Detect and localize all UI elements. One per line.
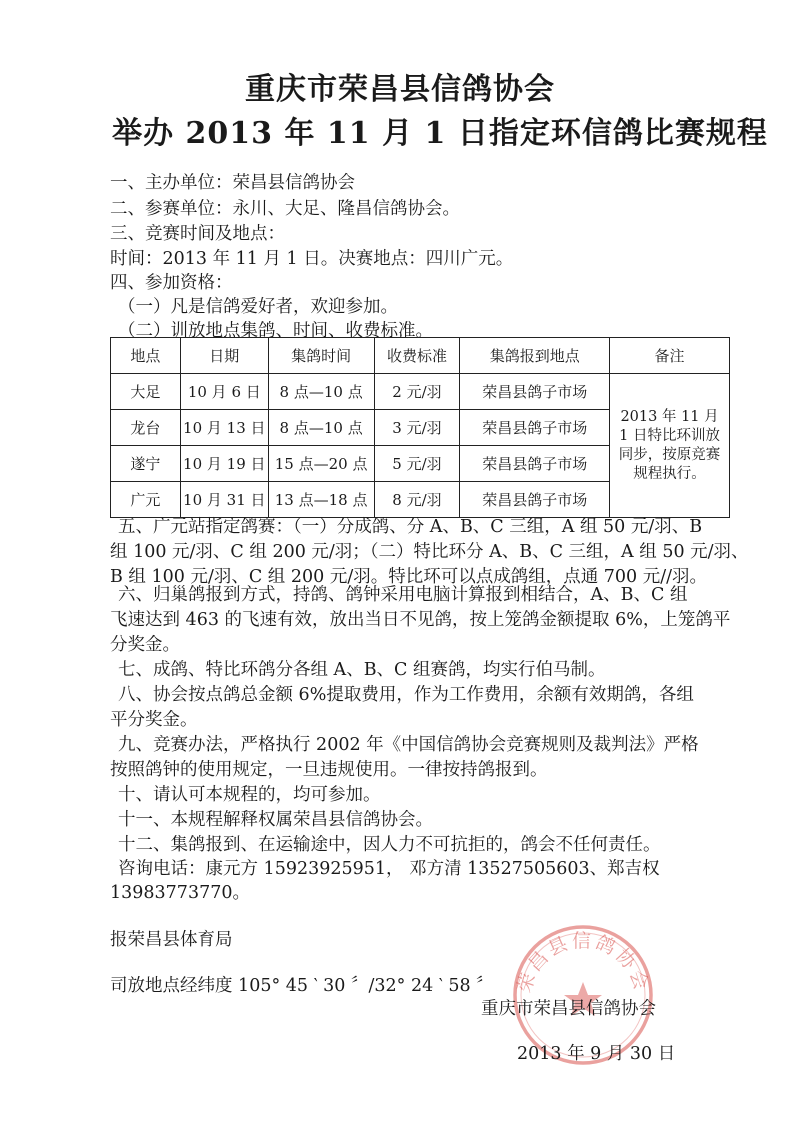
section-organizer: 一、主办单位：荣昌县信鸽协会 — [110, 173, 355, 193]
report-to: 报荣昌县体育局 — [110, 930, 233, 950]
table-note-cell: 2013 年 11 月 1 日特比环训放同步，按原竞赛规程执行。 — [610, 374, 730, 518]
signer-organization: 重庆市荣昌县信鸽协会 — [481, 999, 656, 1019]
table-cell: 荣昌县鸽子市场 — [460, 374, 610, 410]
document-title-line1: 重庆市荣昌县信鸽协会 — [245, 72, 555, 107]
section-5-line-3: B 组 100 元/羽、C 组 200 元/羽。特比环可以点成鸽组，点通 700 元//羽。 — [110, 567, 708, 587]
schedule-table — [110, 337, 730, 518]
table-row — [111, 374, 730, 410]
table-cell: 龙台 — [111, 410, 181, 446]
table-cell: 3 元/羽 — [374, 410, 460, 446]
section-6-line-1: 六、归巢鸽报到方式，持鸽、鸽钟采用电脑计算报到相结合，A、B、C 组 — [118, 585, 688, 605]
section-12: 十二、集鸽报到、在运输途中，因人力不可抗拒的，鸽会不任何责任。 — [118, 835, 661, 855]
col-header-note: 备注 — [610, 338, 730, 374]
table-cell: 10 月 19 日 — [180, 446, 268, 482]
svg-text:荣昌县信鸽协会: 荣昌县信鸽协会 — [513, 930, 653, 996]
table-cell: 8 元/羽 — [374, 482, 460, 518]
section-9-line-1: 九、竞赛办法，严格执行 2002 年《中国信鸽协会竞赛规则及裁判法》严格 — [118, 735, 699, 755]
section-8-line-1: 八、协会按点鸽总金额 6%提取费用，作为工作费用，余额有效期鸽，各组 — [118, 685, 694, 705]
eligibility-item-1: （一）凡是信鸽爱好者，欢迎参加。 — [118, 297, 398, 317]
col-header-report-place: 集鸽报到地点 — [460, 338, 610, 374]
table-cell: 荣昌县鸽子市场 — [460, 410, 610, 446]
table-cell: 广元 — [111, 482, 181, 518]
section-5-line-1: 五、广元站指定鸽赛：（一）分成鸽、分 A、B、C 三组，A 组 50 元/羽、B — [118, 517, 703, 537]
table-cell: 13 点—18 点 — [268, 482, 374, 518]
col-header-location: 地点 — [111, 338, 181, 374]
section-9-line-2: 按照鸽钟的使用规定，一旦违规使用。一律按持鸽报到。 — [110, 760, 548, 780]
table-cell: 8 点—10 点 — [268, 410, 374, 446]
release-coordinates: 司放地点经纬度 105° 45 ‵ 30 〞/32° 24 ‵ 58 〞 — [110, 976, 494, 996]
col-header-date: 日期 — [180, 338, 268, 374]
table-cell: 10 月 31 日 — [180, 482, 268, 518]
eligibility-item-2: （二）训放地点集鸽、时间、收费标准。 — [118, 321, 433, 341]
section-6-line-2: 飞速达到 463 的飞速有效，放出当日不见鸽，按上笼鸽金额提取 6%，上笼鸽平 — [110, 610, 731, 630]
section-8-line-2: 平分奖金。 — [110, 710, 198, 730]
table-cell: 15 点—20 点 — [268, 446, 374, 482]
table-cell: 荣昌县鸽子市场 — [460, 446, 610, 482]
table-cell: 5 元/羽 — [374, 446, 460, 482]
table-cell: 10 月 13 日 — [180, 410, 268, 446]
section-participants: 二、参赛单位：永川、大足、隆昌信鸽协会。 — [110, 199, 460, 219]
table-header-row — [111, 338, 730, 374]
section-10: 十、请认可本规程的，均可参加。 — [118, 785, 381, 805]
section-5-line-2: 组 100 元/羽、C 组 200 元/羽；（二）特比环分 A、B、C 三组，A 组 50 元/羽、 — [110, 542, 749, 562]
section-time-place-detail: 时间：2013 年 11 月 1 日。决赛地点：四川广元。 — [110, 249, 514, 269]
signing-date: 2013 年 9 月 30 日 — [517, 1044, 676, 1064]
section-6-line-3: 分奖金。 — [110, 635, 180, 655]
section-time-place: 三、竞赛时间及地点： — [110, 224, 285, 244]
section-7: 七、成鸽、特比环鸽分各组 A、B、C 组赛鸽，均实行伯马制。 — [118, 660, 606, 680]
table-cell: 遂宁 — [111, 446, 181, 482]
table-cell: 荣昌县鸽子市场 — [460, 482, 610, 518]
col-header-fee: 收费标准 — [374, 338, 460, 374]
table-cell: 10 月 6 日 — [180, 374, 268, 410]
section-11: 十一、本规程解释权属荣昌县信鸽协会。 — [118, 810, 433, 830]
col-header-time: 集鸽时间 — [268, 338, 374, 374]
table-cell: 大足 — [111, 374, 181, 410]
contact-line: 咨询电话：康元方 15923925951， 邓方清 13527505603、郑吉权 — [118, 859, 660, 879]
contact-line-cont: 13983773770。 — [110, 883, 250, 903]
section-eligibility: 四、参加资格： — [110, 273, 233, 293]
table-cell: 2 元/羽 — [374, 374, 460, 410]
table-cell: 8 点—10 点 — [268, 374, 374, 410]
document-title-line2: 举办 2013 年 11 月 1 日指定环信鸽比赛规程 — [112, 116, 768, 151]
